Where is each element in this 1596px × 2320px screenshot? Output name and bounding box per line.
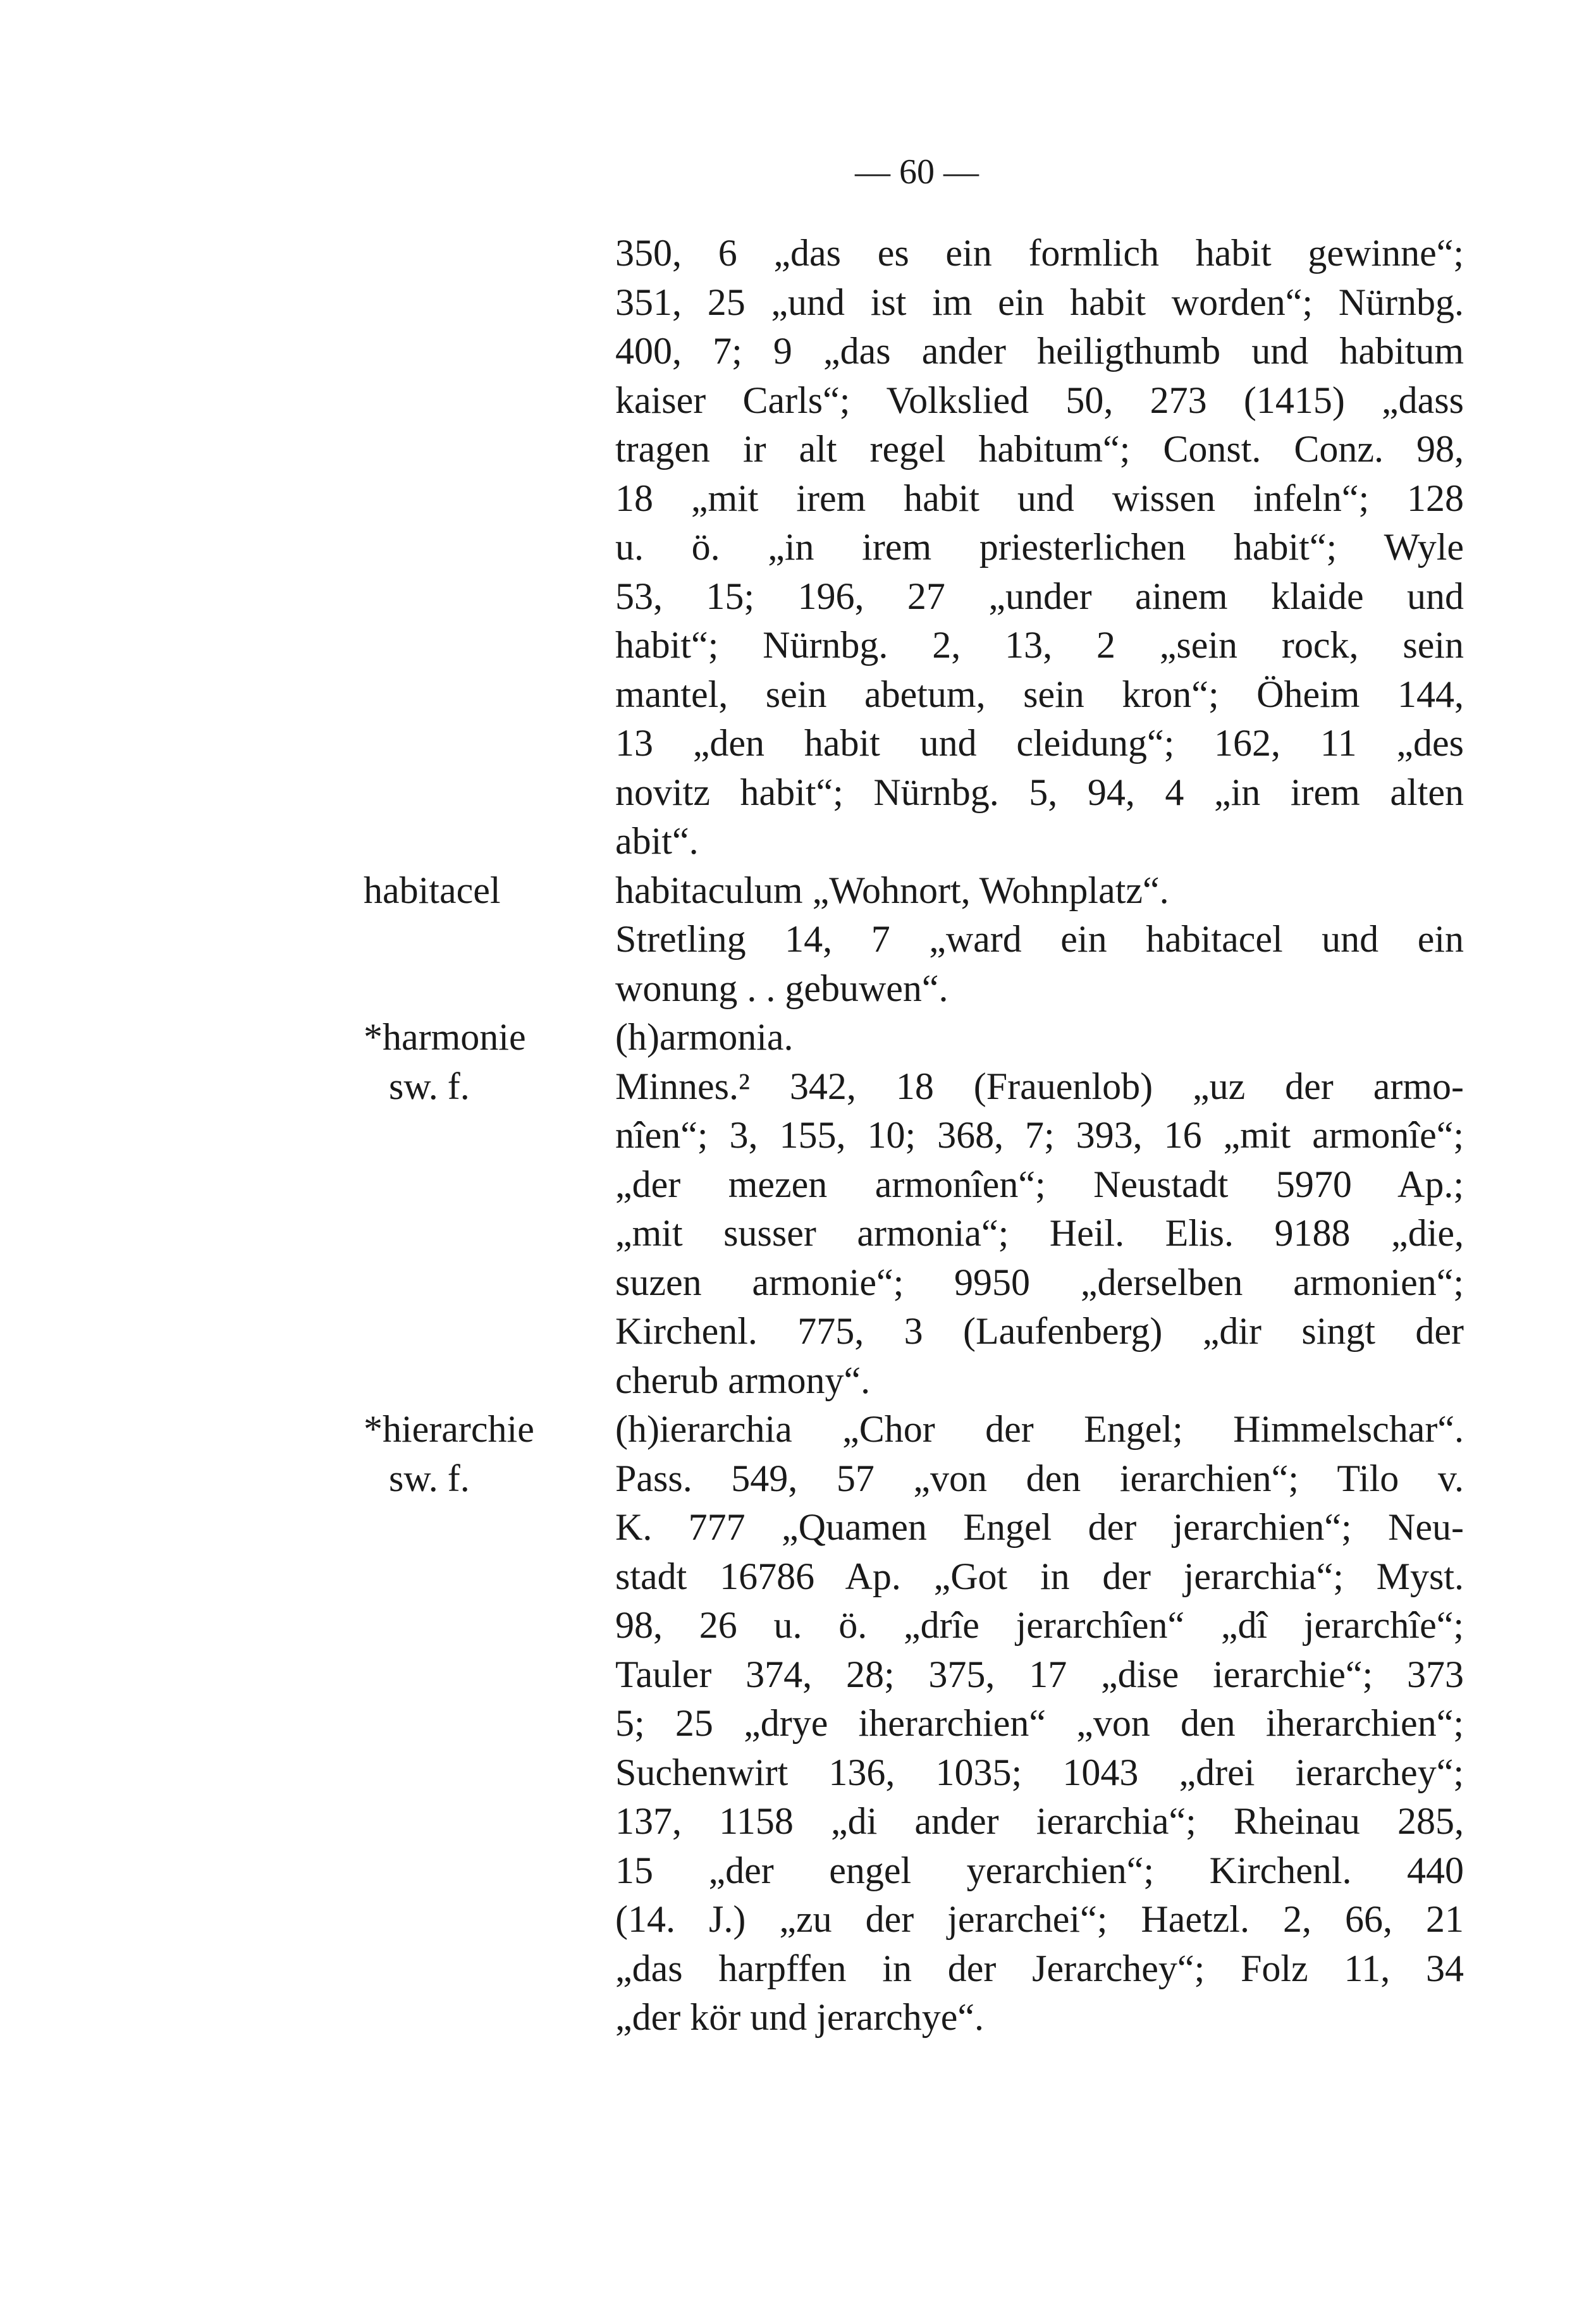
headword	[364, 229, 615, 866]
headword	[364, 1013, 615, 1405]
entry-line: novitz habit“; Nürnbg. 5, 94, 4 „in irem alten	[615, 771, 1464, 813]
dictionary-entry	[364, 229, 1464, 866]
entry-line: habit“; Nürnbg. 2, 13, 2 „sein rock, sein	[615, 624, 1464, 666]
headword-grammar: sw. f.	[389, 1457, 470, 1499]
headword-term: *hierarchie	[364, 1408, 534, 1450]
headword	[364, 866, 615, 1014]
entry-line: habitaculum „Wohnort, Wohnplatz“.	[615, 869, 1169, 911]
entry-line: cherub armony“.	[615, 1359, 871, 1401]
entry-line: 13 „den habit und cleidung“; 162, 11 „des	[615, 722, 1464, 764]
entry-line: Suchenwirt 136, 1035; 1043 „drei ierarchey“;	[615, 1751, 1464, 1793]
entry-line: (h)armonia.	[615, 1016, 794, 1058]
entry-line: Pass. 549, 57 „von den ierarchien“; Tilo v.	[615, 1457, 1464, 1499]
entry-line: 18 „mit irem habit und wissen infeln“; 128	[615, 477, 1464, 519]
entry-line: 5; 25 „drye iherarchien“ „von den iherarchien“;	[615, 1702, 1464, 1744]
entry-line: (14. J.) „zu der jerarchei“; Haetzl. 2, 66, 21	[615, 1898, 1464, 1940]
entry-body	[615, 866, 1464, 1014]
entry-line: kaiser Carls“; Volkslied 50, 273 (1415) „dass	[615, 379, 1464, 421]
entry-line: wonung . . gebuwen“.	[615, 967, 948, 1009]
entry-line: K. 777 „Quamen Engel der jerarchien“; Neu-	[615, 1506, 1464, 1548]
page-number: — 60 —	[855, 152, 979, 192]
entry-line: nîen“; 3, 155, 10; 368, 7; 393, 16 „mit armonîe“;	[615, 1114, 1464, 1156]
entry-line: abit“.	[615, 820, 699, 862]
entry-line: 400, 7; 9 „das ander heiligthumb und habitum	[615, 330, 1464, 372]
headword	[364, 1405, 615, 2042]
entry-line: „mit susser armonia“; Heil. Elis. 9188 „die,	[615, 1212, 1464, 1254]
entry-line: suzen armonie“; 9950 „derselben armonien“;	[615, 1261, 1464, 1303]
entry-body	[615, 1013, 1464, 1405]
entry-line: „das harpffen in der Jerarchey“; Folz 11, 34	[615, 1947, 1464, 1989]
entry-line: Tauler 374, 28; 375, 17 „dise ierarchie“; 373	[615, 1653, 1464, 1695]
entry-line: mantel, sein abetum, sein kron“; Öheim 144,	[615, 673, 1464, 715]
entry-line: Kirchenl. 775, 3 (Laufenberg) „dir singt der	[615, 1310, 1464, 1352]
dictionary-entry	[364, 866, 1464, 1014]
headword-grammar: sw. f.	[389, 1065, 470, 1107]
entry-body	[615, 229, 1464, 866]
entry-line: 98, 26 u. ö. „drîe jerarchîen“ „dî jerarchîe“;	[615, 1604, 1464, 1646]
entry-line: 53, 15; 196, 27 „under ainem klaide und	[615, 575, 1464, 617]
entry-line: tragen ir alt regel habitum“; Const. Conz. 98,	[615, 428, 1464, 470]
entry-line: 15 „der engel yerarchien“; Kirchenl. 440	[615, 1849, 1464, 1891]
headword-term: *harmonie	[364, 1016, 526, 1058]
entry-line: „der kör und jerarchye“.	[615, 1996, 985, 2038]
entry-line: 351, 25 „und ist im ein habit worden“; Nürnbg.	[615, 281, 1464, 323]
entry-line: „der mezen armonîen“; Neustadt 5970 Ap.;	[615, 1163, 1464, 1205]
headword-term: habitacel	[364, 869, 501, 911]
entry-line: Minnes.² 342, 18 (Frauenlob) „uz der armo-	[615, 1065, 1464, 1107]
entry-line: 137, 1158 „di ander ierarchia“; Rheinau 285,	[615, 1800, 1464, 1842]
entry-line: Stretling 14, 7 „ward ein habitacel und ein	[615, 918, 1464, 960]
dictionary-entry	[364, 1405, 1464, 2042]
entry-line: u. ö. „in irem priesterlichen habit“; Wyle	[615, 526, 1464, 568]
dictionary-entries	[364, 229, 1464, 2042]
entry-line: 350, 6 „das es ein formlich habit gewinne“;	[615, 232, 1464, 274]
entry-body	[615, 1405, 1464, 2042]
dictionary-entry	[364, 1013, 1464, 1405]
entry-line: (h)ierarchia „Chor der Engel; Himmelschar“.	[615, 1408, 1464, 1450]
entry-line: stadt 16786 Ap. „Got in der jerarchia“; Myst.	[615, 1555, 1464, 1597]
